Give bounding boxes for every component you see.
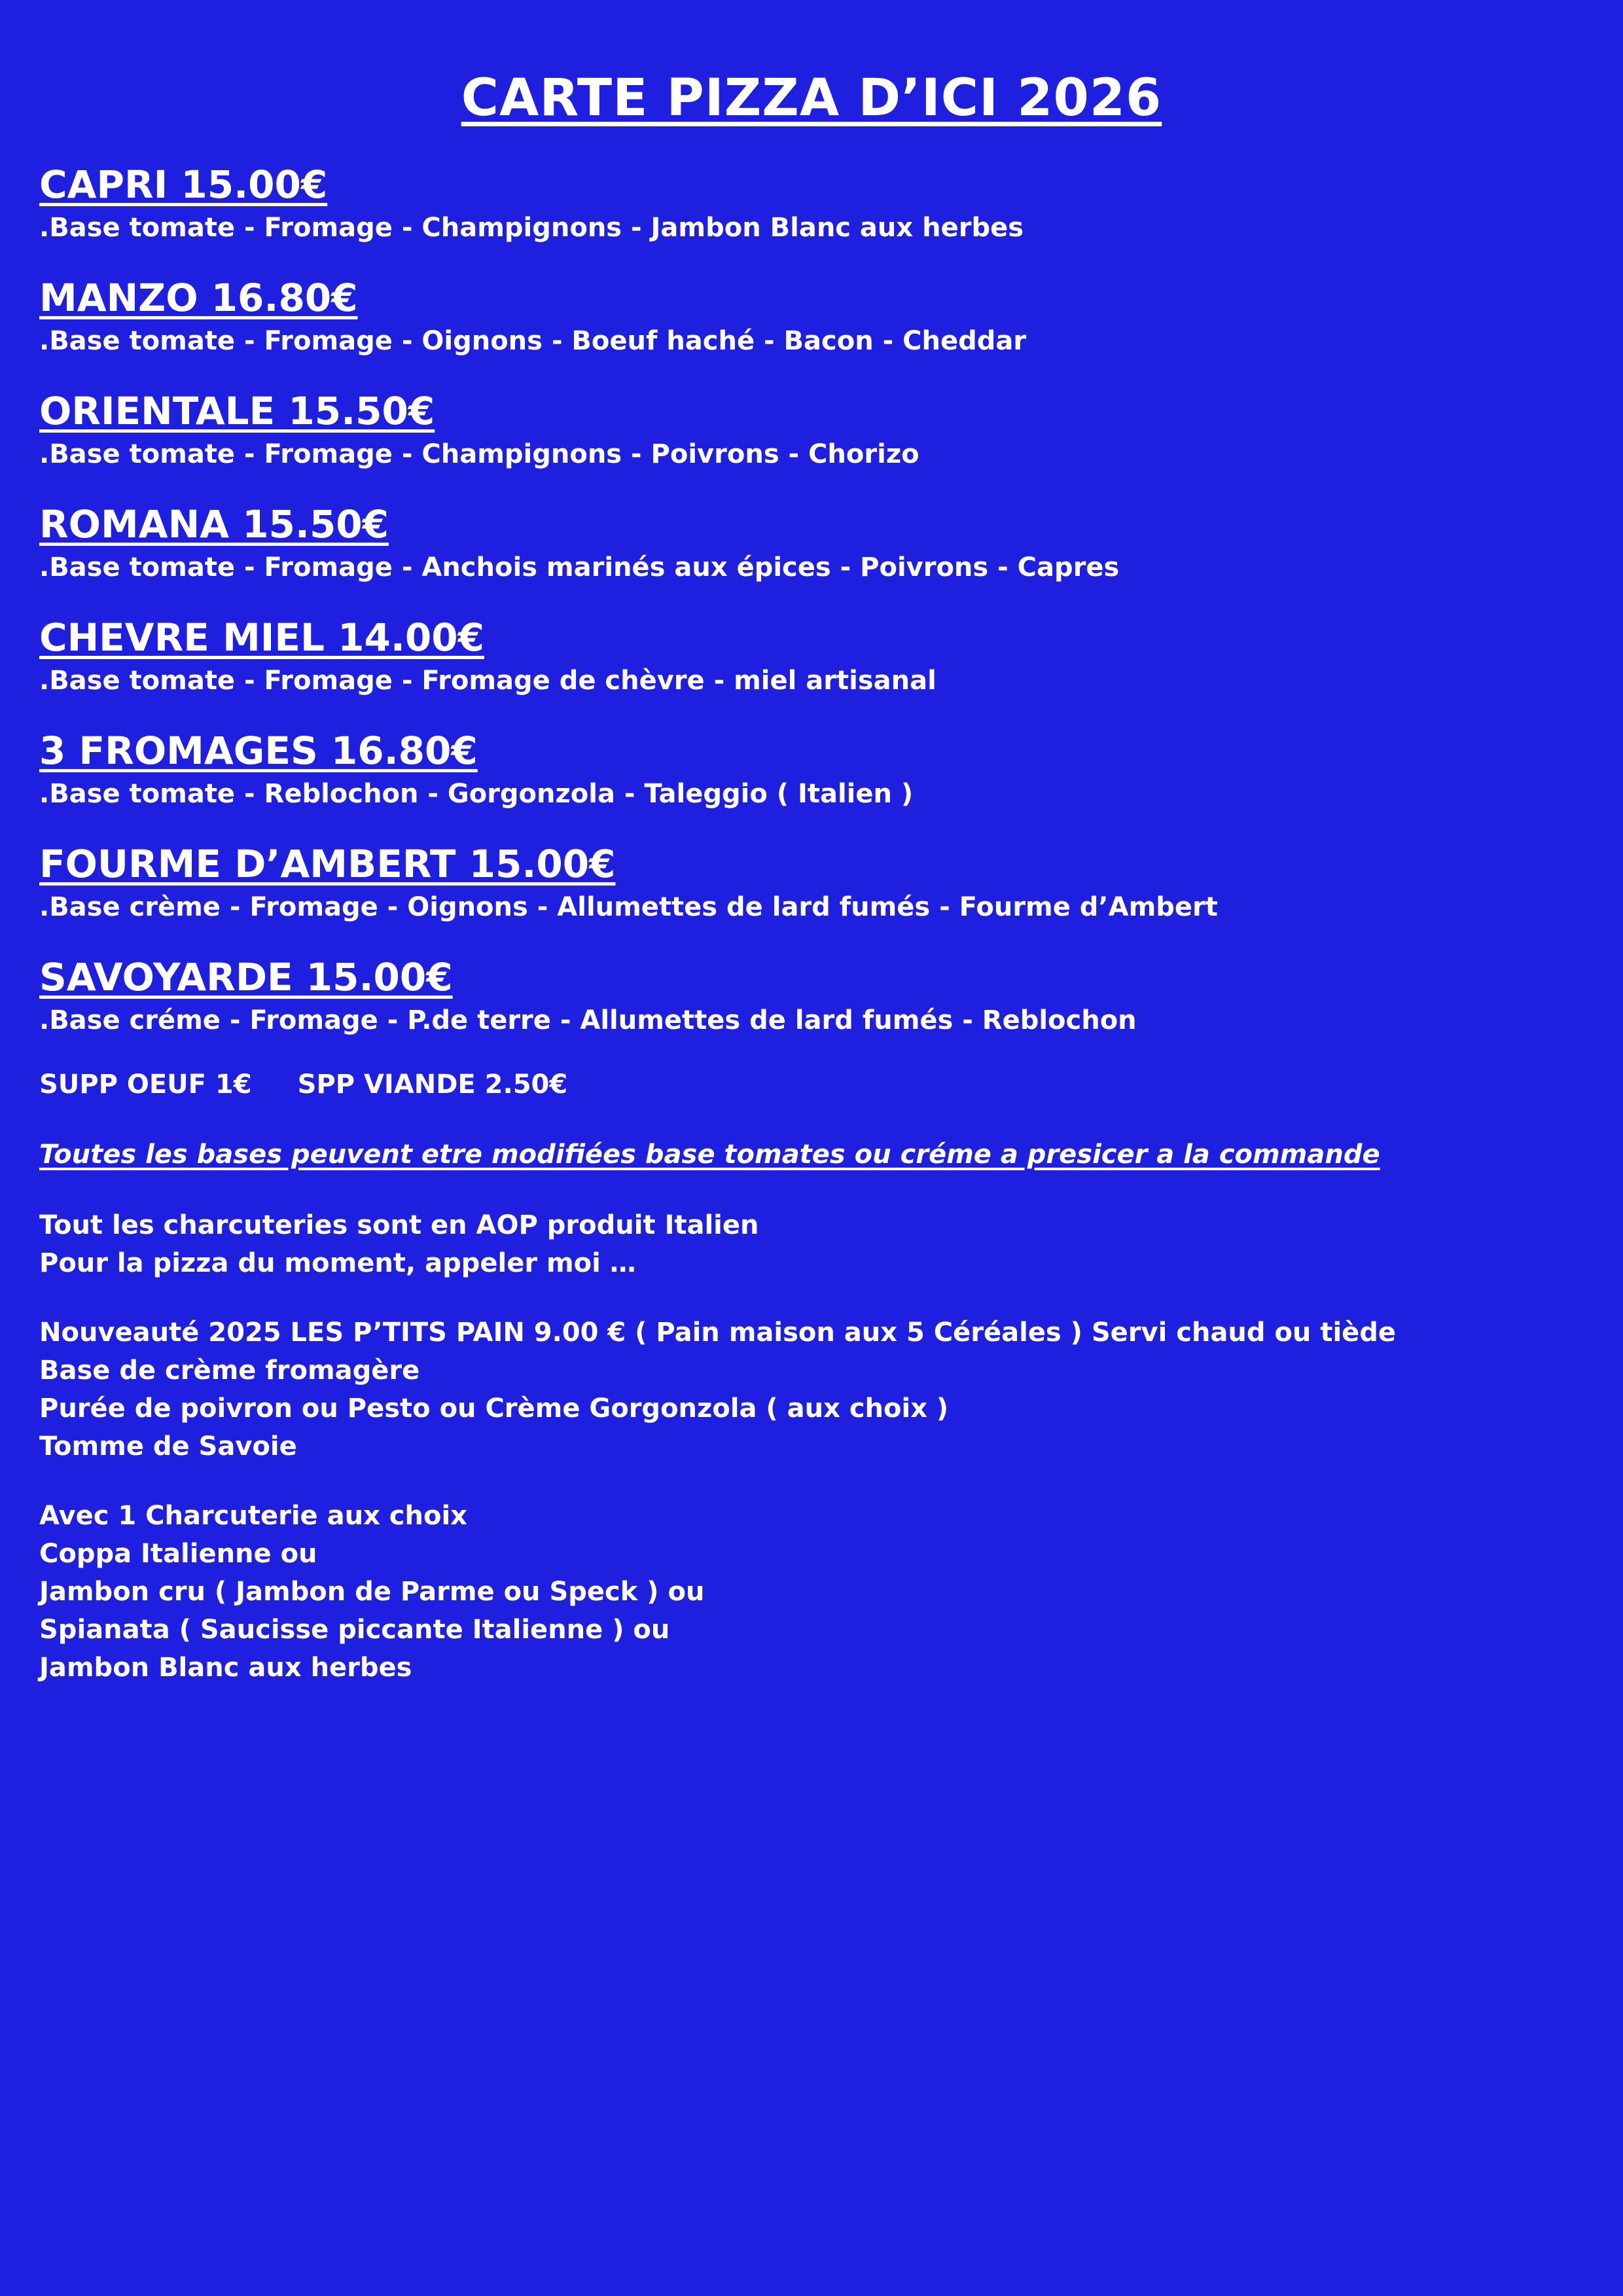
charcuterie-line-5: Jambon Blanc aux herbes [39,1652,412,1683]
pizza-description: .Base tomate - Fromage - Fromage de chèvre - miel artisanal [39,665,936,696]
info-line-1: Tout les charcuteries sont en AOP produit Italien [39,1210,759,1240]
novelty-block [39,1314,1584,1465]
charcuterie-line-2: Coppa Italienne ou [39,1538,317,1569]
pizza-description: .Base tomate - Reblochon - Gorgonzola - Taleggio ( Italien ) [39,778,914,809]
novelty-line-3: Purée de poivron ou Pesto ou Crème Gorgonzola ( aux choix ) [39,1393,949,1424]
novelty-line-4: Tomme de Savoie [39,1431,297,1462]
list-item [39,843,1584,922]
charcuterie-block [39,1497,1584,1687]
supplement-meat: SPP VIANDE 2.50€ [297,1069,568,1100]
list-item [39,503,1584,583]
pizza-description: .Base crème - Fromage - Oignons - Allumettes de lard fumés - Fourme d’Ambert [39,891,1218,922]
supplement-egg: SUPP OEUF 1€ [39,1069,252,1100]
novelty-line-2: Base de crème fromagère [39,1355,420,1386]
bases-notice: Toutes les bases peuvent etre modifiées base tomates ou créme a presicer a la commande [39,1139,1380,1170]
info-block [39,1206,1584,1282]
page-title: CARTE PIZZA D’ICI 2026 [461,69,1162,128]
pizza-description: .Base tomate - Fromage - Anchois marinés aux épices - Poivrons - Capres [39,552,1120,583]
supplements-line [39,1069,1584,1100]
pizza-name-price: MANZO 16.80€ [39,275,358,320]
charcuterie-line-4: Spianata ( Saucisse piccante Italienne ) ou [39,1614,670,1645]
pizza-name-price: ORIENTALE 15.50€ [39,388,435,433]
list-item [39,956,1584,1035]
pizza-list [39,164,1584,1035]
pizza-name-price: CAPRI 15.00€ [39,162,328,207]
info-line-2: Pour la pizza du moment, appeler moi … [39,1247,636,1278]
list-item [39,617,1584,696]
pizza-description: .Base tomate - Fromage - Champignons - Poivrons - Chorizo [39,439,919,469]
pizza-description: .Base tomate - Fromage - Champignons - Jambon Blanc aux herbes [39,212,1024,243]
pizza-description: .Base créme - Fromage - P.de terre - Allumettes de lard fumés - Reblochon [39,1005,1137,1035]
charcuterie-line-3: Jambon cru ( Jambon de Parme ou Speck ) ou [39,1576,705,1607]
novelty-line-1: Nouveauté 2025 LES P’TITS PAIN 9.00 € ( Pain maison aux 5 Céréales ) Servi chaud ou tiède [39,1317,1397,1348]
pizza-description: .Base tomate - Fromage - Oignons - Boeuf haché - Bacon - Cheddar [39,325,1027,356]
pizza-name-price: CHEVRE MIEL 14.00€ [39,615,484,660]
list-item [39,730,1584,809]
list-item [39,164,1584,243]
pizza-name-price: FOURME D’AMBERT 15.00€ [39,841,616,886]
list-item [39,277,1584,356]
list-item [39,390,1584,469]
pizza-name-price: SAVOYARDE 15.00€ [39,954,453,999]
pizza-name-price: 3 FROMAGES 16.80€ [39,728,478,773]
charcuterie-line-1: Avec 1 Charcuterie aux choix [39,1500,467,1531]
pizza-name-price: ROMANA 15.50€ [39,501,389,547]
